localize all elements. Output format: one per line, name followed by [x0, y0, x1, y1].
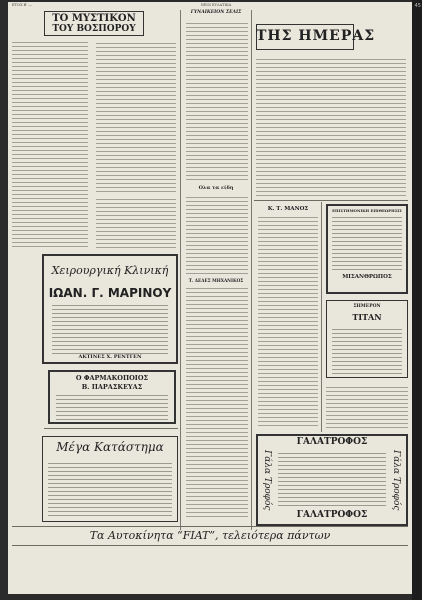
pharmacy-title: Ο ΦΑΡΜΑΚΟΠΟΙΟΣ — [75, 374, 149, 382]
clinic-title: Χειρουργική Κλινική — [51, 264, 169, 277]
cinema-pre: ΣΗΜΕΡΟΝ — [353, 304, 381, 309]
cinema-text — [332, 326, 402, 374]
serial-title: ΤΟ ΜΥΣΤΙΚΟΝ — [52, 13, 136, 24]
store-text — [48, 460, 172, 516]
serial-title: ΤΟΥ ΒΟΣΠΟΡΟΥ — [52, 24, 136, 34]
workshop-title: Τ. ΔΕΔΕΣ ΜΗΧΑΝΙΚΟΣ — [188, 278, 244, 283]
article-text — [12, 42, 88, 247]
article-text — [326, 384, 408, 428]
column-rule — [251, 10, 252, 530]
divider — [254, 200, 408, 201]
column-title: ΓΥΝΑΙΚΕΙΟΝ ΣΕΛΙΣ — [190, 10, 242, 15]
clinic-text — [52, 304, 168, 354]
kt-manos: Κ. Τ. ΜΑΝΟΣ — [267, 206, 309, 212]
fiat-banner: Τα Αυτοκίνητα “FIAT”, τελειότερα πάντων — [89, 529, 331, 542]
page-edge — [412, 0, 422, 600]
pharmacy-text — [56, 394, 168, 420]
divider — [44, 428, 178, 429]
article-text — [186, 194, 248, 274]
galatrofos-title: ΓΑΛΑΤΡΟΦΟΣ — [296, 510, 368, 520]
theatre-name: ΜΙΣΑΝΘΡΩΠΟΣ — [342, 274, 392, 280]
theatre-title: ΕΠΙΣΤΗΜΟΝΙΚΗ ΕΠΙΘΕΩΡΗΣΙΣ — [332, 208, 402, 213]
column-rule — [180, 10, 181, 530]
divider — [12, 526, 408, 527]
article-text — [258, 216, 318, 426]
column-header: ΝΕΟΙ ΕΥΛΑΤΙΚΑ — [200, 3, 232, 7]
article-text — [256, 56, 406, 196]
clinic-sub: ΑΚΤΙΝΕΣ Χ. ΡΕΝΤΓΕΝ — [78, 354, 142, 360]
masthead-title: ΤΗΣ ΗΜΕΡΑΣ — [256, 28, 376, 44]
gala-vertical-right: Γάλα Τροφός — [391, 450, 401, 511]
divider — [12, 545, 408, 546]
newspaper-page — [8, 2, 412, 594]
article-text — [186, 20, 248, 180]
article-text — [96, 198, 176, 248]
store-title: Μέγα Κατάστημα — [56, 440, 164, 454]
article-text — [186, 287, 248, 517]
cinema-title: ΤΙΤΑΝ — [352, 312, 382, 322]
galatrofos-text — [278, 452, 386, 506]
theatre-text — [332, 216, 402, 270]
header-meta: ΕΤΟΣ Β' — — [12, 3, 33, 7]
clinic-name: ΙΩΑΝ. Γ. ΜΑΡΙΝΟΥ — [48, 286, 172, 300]
page-tag: 45 — [414, 3, 421, 9]
mid-heading: Ολα τα είδη — [198, 185, 234, 191]
article-text — [96, 42, 176, 192]
galatrofos-title: ΓΑΛΑΤΡΟΦΟΣ — [296, 437, 368, 447]
gala-vertical-left: Γάλα Τροφός — [262, 450, 272, 511]
pharmacist-name: Β. ΠΑΡΑΣΚΕΥΑΣ — [81, 383, 143, 391]
column-rule — [321, 202, 322, 432]
